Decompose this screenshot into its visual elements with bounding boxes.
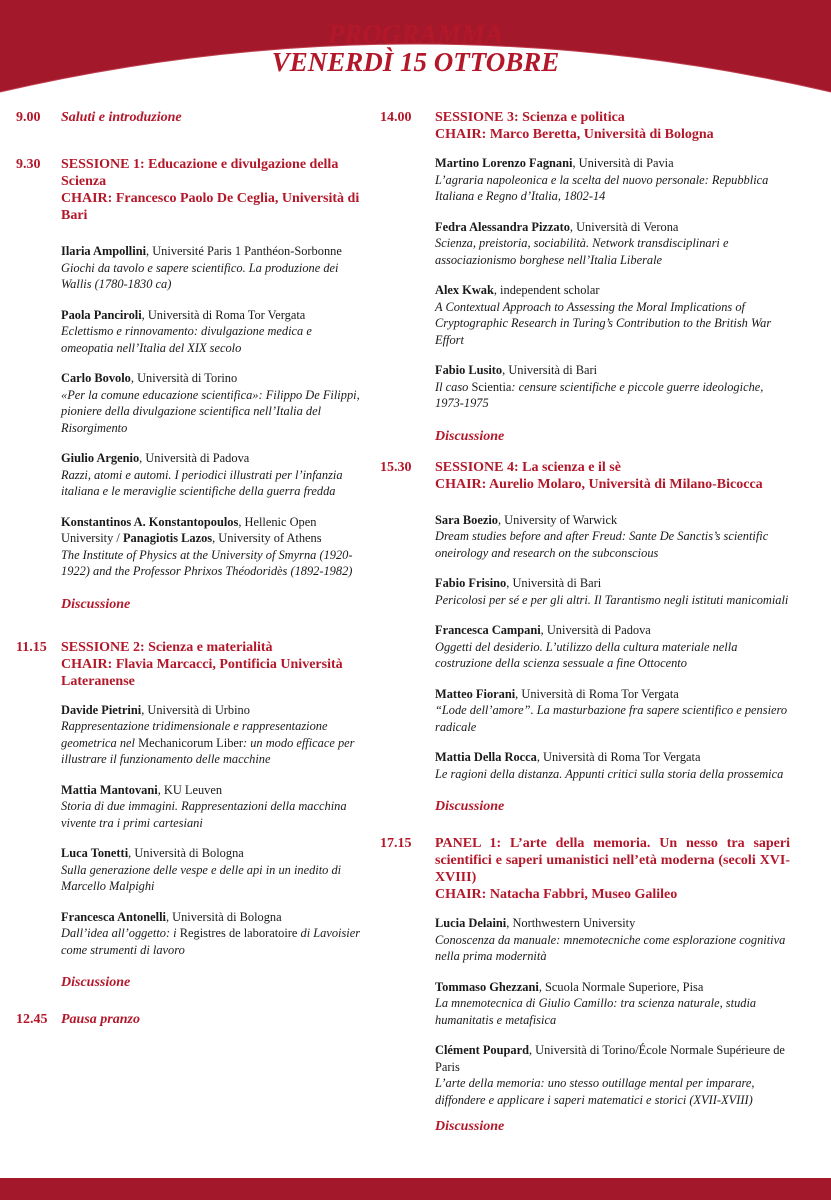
talk-item bbox=[61, 514, 364, 580]
speaker-affiliation: , independent scholar bbox=[493, 283, 600, 297]
session-3-time: 14.00 bbox=[380, 110, 412, 125]
speaker-name: Matteo Fiorani bbox=[435, 686, 516, 701]
speaker-affiliation: , Università di Padova bbox=[540, 623, 651, 637]
speaker-affiliation: , Università di Roma Tor Vergata bbox=[515, 686, 679, 701]
speaker-affiliation: , Università di Bari bbox=[502, 363, 598, 377]
speaker-affiliation: , Hellenic Open University / bbox=[61, 514, 317, 545]
talk-title: «Per la comune educazione scientifica»: Filippo De Filippi, pioniere della divulgazione scientifica nell’Italia del Risorgimento bbox=[61, 387, 360, 435]
talk-item bbox=[435, 915, 790, 965]
session-2-chair: CHAIR: Flavia Marcacci, Pontificia Università Lateranense bbox=[61, 656, 343, 689]
speaker-name: Mattia Della Rocca bbox=[435, 750, 537, 764]
speaker-affiliation: , Università di Roma Tor Vergata bbox=[536, 750, 701, 764]
talk-title: Le ragioni della distanza. Appunti critici sulla storia della prossemica bbox=[435, 766, 784, 781]
speaker-affiliation: , Università di Bologna bbox=[165, 909, 282, 924]
speaker-name: Paola Panciroli bbox=[61, 307, 142, 322]
session-1 bbox=[16, 156, 364, 613]
speaker-affiliation: , Università di Bari bbox=[506, 576, 602, 590]
speaker-affiliation: , Università di Padova bbox=[139, 451, 250, 465]
discussion-label: Discussione bbox=[435, 428, 505, 444]
right-column bbox=[380, 106, 790, 1135]
speaker-affiliation: , Université Paris 1 Panthéon-Sorbonne bbox=[146, 244, 342, 258]
footer-band bbox=[0, 1178, 831, 1200]
speaker-affiliation: , Università di Torino bbox=[130, 371, 238, 385]
speaker-name: Konstantinos A. Konstantopoulos bbox=[61, 514, 239, 529]
session-4-chair: CHAIR: Aurelio Molaro, Università di Milano-Bicocca bbox=[435, 476, 763, 492]
talk-title: Scienza, preistoria, sociabilità. Network transdisciplinari e associazionismo borghese nell’Italia Liberale bbox=[435, 236, 729, 267]
talk-item bbox=[61, 450, 364, 500]
session-3-title: SESSIONE 3: Scienza e politica bbox=[435, 110, 625, 125]
speaker-affiliation: , University of Athens bbox=[212, 531, 322, 545]
welcome-entry bbox=[16, 109, 364, 126]
speaker-affiliation: , University of Warwick bbox=[497, 512, 618, 527]
session-1-chair: CHAIR: Francesco Paolo De Ceglia, Università di Bari bbox=[61, 191, 360, 223]
talk-title: Sulla generazione delle vespe e delle api in un inedito di Marcello Malpighi bbox=[61, 862, 342, 893]
talk-title: Conoscenza da manuale: mnemotecniche come esplorazione cognitiva nella prima modernità bbox=[435, 932, 786, 963]
session-1-time: 9.30 bbox=[16, 157, 41, 172]
talk-item bbox=[435, 512, 790, 562]
speaker-name: Alex Kwak bbox=[435, 283, 494, 297]
speaker-affiliation: , Università di Roma Tor Vergata bbox=[141, 307, 306, 322]
speaker-name: Martino Lorenzo Fagnani bbox=[435, 156, 573, 170]
talk-title: The Institute of Physics at the University of Smyrna (1920-1922) and the Professor Phrixos Théodoridès (1892-1982) bbox=[61, 547, 353, 578]
session-2-time: 11.15 bbox=[16, 639, 47, 655]
session-4-title: SESSIONE 4: La scienza e il sè bbox=[435, 459, 621, 475]
talk-title: Dall’idea all’oggetto: i Registres de laboratoire di Lavoisier come strumenti di lavoro bbox=[61, 926, 361, 957]
page-title: PROGRAMMA bbox=[327, 19, 504, 49]
speaker-affiliation: , Università di Urbino bbox=[141, 702, 250, 717]
panel-1-time: 17.15 bbox=[380, 836, 412, 851]
speaker-name: Panagiotis Lazos bbox=[122, 531, 213, 545]
talk-item bbox=[435, 749, 790, 782]
panel-1-chair: CHAIR: Natacha Fabbri, Museo Galileo bbox=[435, 887, 678, 902]
talk-item bbox=[61, 845, 364, 895]
discussion-label: Discussione bbox=[435, 1119, 505, 1134]
talk-title: Storia di due immagini. Rappresentazioni della macchina vivente tra i primi cartesiani bbox=[61, 799, 347, 830]
speaker-name: Fabio Frisino bbox=[435, 576, 507, 590]
talk-item bbox=[435, 282, 790, 348]
speaker-affiliation: , Università di Bologna bbox=[128, 846, 244, 860]
speaker-affiliation: , KU Leuven bbox=[157, 782, 223, 797]
session-2 bbox=[16, 639, 364, 992]
speaker-name: Lucia Delaini bbox=[435, 916, 507, 930]
talk-item bbox=[435, 575, 790, 608]
talk-title: La mnemotecnica di Giulio Camillo: tra scienza naturale, studia humanitatis e metafisica bbox=[435, 996, 757, 1027]
talk-item bbox=[61, 370, 364, 436]
speaker-name: Fabio Lusito bbox=[435, 363, 503, 377]
speaker-name: Mattia Mantovani bbox=[61, 782, 158, 797]
talk-item bbox=[435, 362, 790, 412]
speaker-affiliation: , Università di Pavia bbox=[572, 156, 674, 170]
speaker-affiliation: , Northwestern University bbox=[506, 916, 636, 930]
session-4 bbox=[380, 459, 790, 816]
speaker-name: Tommaso Ghezzani bbox=[435, 979, 539, 994]
speaker-affiliation: , Università di Torino/École Normale Supérieure de Paris bbox=[435, 1043, 785, 1074]
talk-title: L’agraria napoleonica e la scelta del nuovo personale: Repubblica Italiana e Regno d’Italia, 1802-14 bbox=[435, 172, 769, 203]
talk-title: Giochi da tavolo e sapere scientifico. La produzione dei Wallis (1780-1830 ca) bbox=[61, 260, 339, 291]
talk-item bbox=[435, 686, 790, 736]
left-column bbox=[16, 106, 364, 1028]
talk-item bbox=[61, 243, 364, 293]
talk-item bbox=[435, 622, 790, 672]
session-3 bbox=[380, 109, 790, 445]
discussion-label: Discussione bbox=[61, 975, 131, 990]
talk-title: Razzi, atomi e automi. I periodici illustrati per l’infanzia italiana e le meraviglie scientifiche della guerra fredda bbox=[61, 467, 343, 498]
session-1-title: SESSIONE 1: Educazione e divulgazione della Scienza bbox=[61, 157, 339, 189]
speaker-name: Luca Tonetti bbox=[61, 846, 129, 860]
discussion-label: Discussione bbox=[435, 799, 505, 814]
session-3-chair: CHAIR: Marco Beretta, Università di Bologna bbox=[435, 127, 714, 142]
talk-title: Il caso Scientia: censure scientifiche e piccole guerre ideologiche, 1973-1975 bbox=[435, 379, 764, 410]
lunch-time: 12.45 bbox=[16, 1012, 48, 1027]
talk-item bbox=[435, 979, 790, 1029]
speaker-name: Francesca Campani bbox=[435, 623, 541, 637]
talk-title: A Contextual Approach to Assessing the Moral Implications of Cryptographic Research in Turing’s Contribution to the British War Effort bbox=[435, 299, 772, 347]
lunch-label: Pausa pranzo bbox=[61, 1012, 140, 1027]
speaker-name: Carlo Bovolo bbox=[61, 371, 131, 385]
talk-item bbox=[61, 307, 364, 357]
talk-item bbox=[61, 702, 364, 768]
talk-title: Eclettismo e rinnovamento: divulgazione medica e omeopatia nell’Italia del XIX secolo bbox=[61, 324, 312, 355]
speaker-name: Fedra Alessandra Pizzato bbox=[435, 219, 570, 234]
speaker-affiliation: , Università di Verona bbox=[569, 219, 679, 234]
talk-title: Oggetti del desiderio. L’utilizzo della cultura materiale nella costruzione della scienza sessuale a fine Ottocento bbox=[435, 639, 738, 670]
speaker-affiliation: , Scuola Normale Superiore, Pisa bbox=[538, 979, 704, 994]
speaker-name: Davide Pietrini bbox=[61, 702, 142, 717]
talk-item bbox=[435, 1042, 790, 1108]
speaker-name: Giulio Argenio bbox=[61, 451, 140, 465]
speaker-name: Francesca Antonelli bbox=[61, 909, 166, 924]
session-4-time: 15.30 bbox=[380, 459, 412, 475]
talk-item bbox=[435, 155, 790, 205]
talk-item bbox=[61, 909, 364, 959]
lunch-entry bbox=[16, 1011, 364, 1028]
speaker-name: Sara Boezio bbox=[435, 512, 498, 527]
talk-item bbox=[435, 219, 790, 269]
talk-title: L’arte della memoria: uno stesso outillage mental per imparare, diffondere e applicare i saperi matematici e storici (XVII-XVIII) bbox=[435, 1076, 755, 1107]
welcome-time: 9.00 bbox=[16, 110, 41, 125]
talk-title: Pericolosi per sé e per gli altri. Il Tarantismo negli istituti manicomiali bbox=[435, 592, 789, 607]
talk-title: Rappresentazione tridimensionale e rappresentazione geometrica nel Mechanicorum Liber: un modo efficace per illustrare il funzionamento delle macchine bbox=[61, 719, 355, 766]
page-date: VENERDÌ 15 OTTOBRE bbox=[271, 47, 560, 77]
welcome-label: Saluti e introduzione bbox=[61, 110, 182, 125]
panel-1-title: PANEL 1: L’arte della memoria. Un nesso tra saperi scientifici e saperi umanistici nell’età moderna (secoli XVI-XVIII) bbox=[435, 836, 790, 885]
talk-title: Dream studies before and after Freud: Sante De Sanctis’s scientific oneirology and research on the subconscious bbox=[435, 529, 769, 560]
panel-1 bbox=[380, 835, 790, 1135]
talk-title: “Lode dell’amore”. La masturbazione fra sapere scientifico e pensiero radicale bbox=[435, 703, 788, 734]
session-2-title: SESSIONE 2: Scienza e materialità bbox=[61, 639, 273, 655]
speaker-name: Clément Poupard bbox=[435, 1043, 529, 1057]
discussion-label: Discussione bbox=[61, 596, 131, 612]
speaker-name: Ilaria Ampollini bbox=[61, 244, 147, 258]
talk-item bbox=[61, 782, 364, 832]
